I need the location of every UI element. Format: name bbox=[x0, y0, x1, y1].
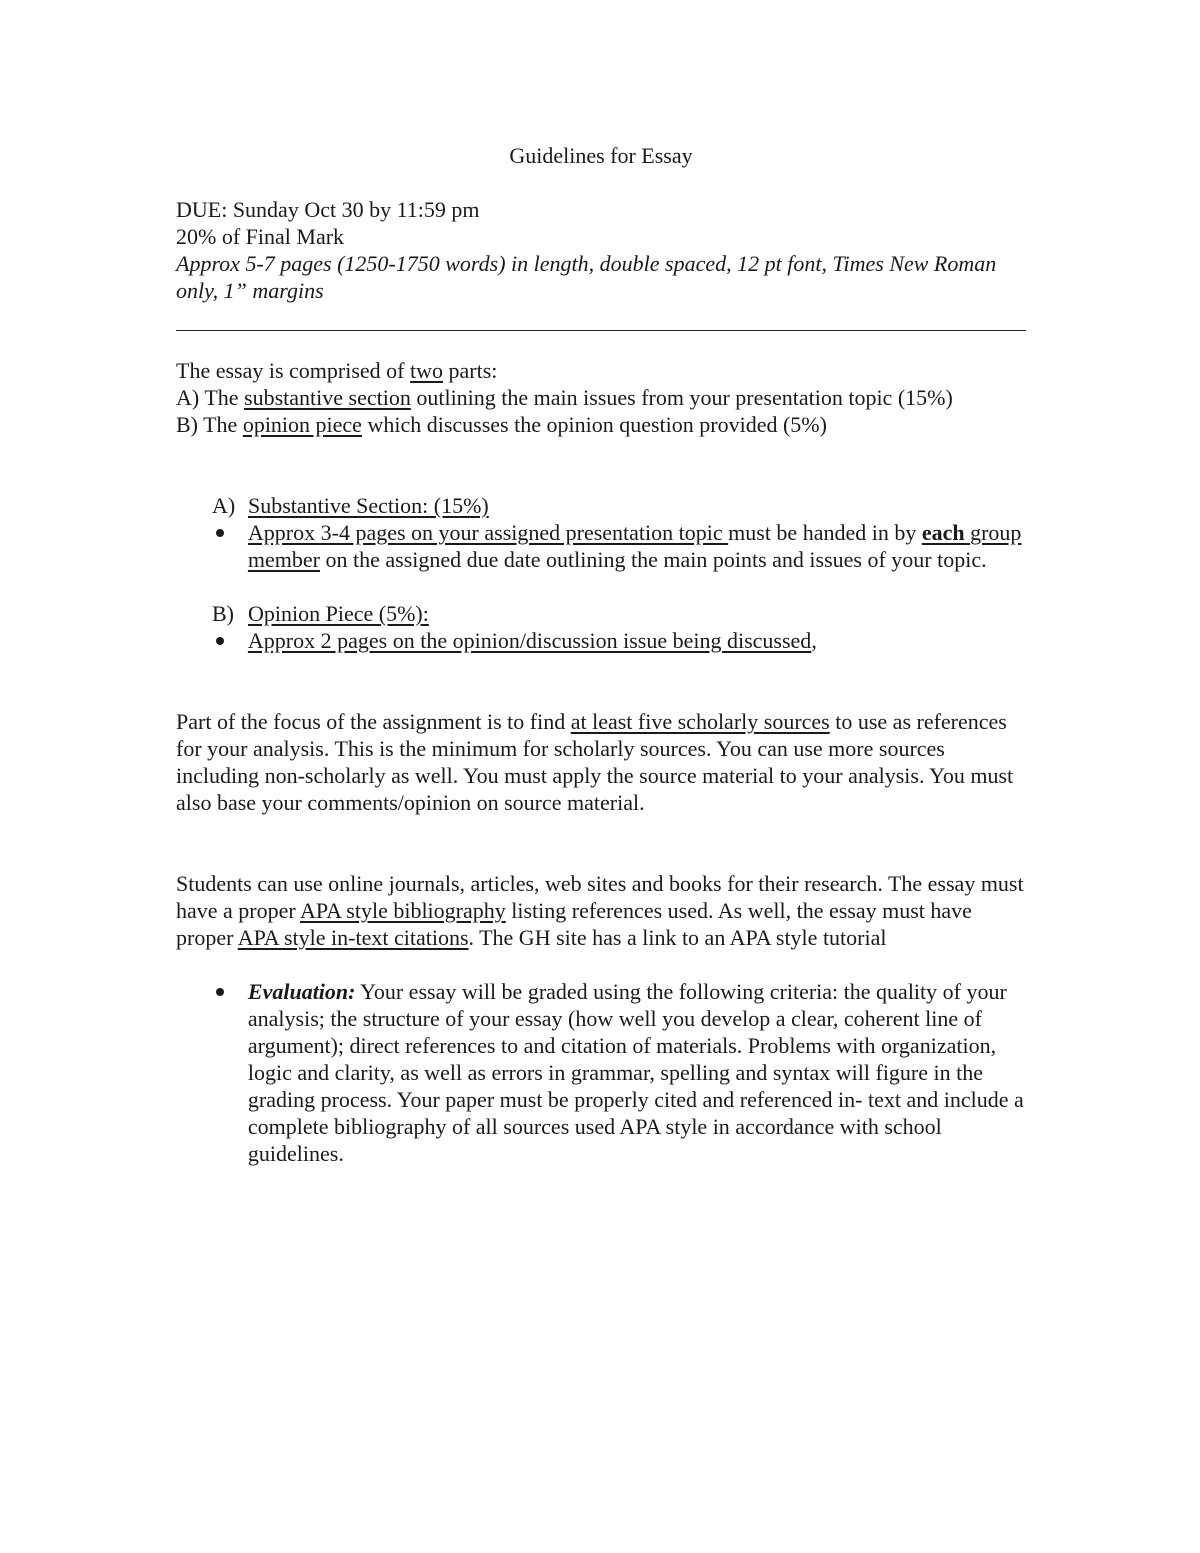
evaluation-text: Your essay will be graded using the following criteria: the quality of your analysis; the structure of your essay (how well you develop a clear, coherent line of argument); direct references to and citation of materials. Problems with organization, logic and clarity, as well as errors in grammar, spelling and syntax will figure in the grading process. Your paper must be properly cited and referenced in- text and include a complete bibliography of all sources used APA style in accordance with school guidelines. bbox=[247, 979, 1024, 1166]
section-b-bullet: Approx 2 pages on the opinion/discussion issue being discussed, bbox=[212, 627, 1026, 654]
format-requirements: Approx 5-7 pages (1250-1750 words) in length, double spaced, 12 pt font, Times New Roman only, 1” margins bbox=[176, 251, 997, 303]
bullet-icon bbox=[212, 978, 248, 1167]
evaluation-label: Evaluation: bbox=[247, 979, 356, 1004]
research-paragraph: Students can use online journals, articles, web sites and books for their research. The essay must have a proper APA style bibliography listing references used. As well, the essay must have proper APA style in-text citations. The GH site has a link to an APA style tutorial bbox=[176, 871, 1024, 950]
section-a bbox=[176, 492, 1026, 573]
intro-part-a: A) The substantive section outlining the main issues from your presentation topic (15%) bbox=[176, 385, 953, 410]
sources-paragraph: Part of the focus of the assignment is to find at least five scholarly sources to use as references for your analysis. This is the minimum for scholarly sources. You can use more sources including non-scholarly as well. You must apply the source material to your analysis. You must also base your comments/opinion on source material. bbox=[176, 709, 1014, 815]
section-b-heading: B) Opinion Piece (5%): bbox=[212, 601, 429, 626]
document-page bbox=[176, 142, 1026, 1167]
section-a-heading: A) Substantive Section: (15%) bbox=[212, 493, 489, 518]
intro-block bbox=[176, 357, 1026, 438]
document-title: Guidelines for Essay bbox=[509, 143, 693, 168]
section-b bbox=[176, 600, 1026, 654]
section-a-bullet: Approx 3-4 pages on your assigned presentation topic must be handed in by each group member on the assigned due date outlining the main points and issues of your topic. bbox=[212, 519, 1026, 573]
bullet-icon bbox=[212, 627, 248, 654]
evaluation-block bbox=[176, 978, 1026, 1167]
due-date: DUE: Sunday Oct 30 by 11:59 pm bbox=[176, 197, 480, 222]
evaluation-bullet bbox=[212, 978, 1026, 1167]
assignment-meta bbox=[176, 196, 1026, 304]
bullet-icon bbox=[212, 519, 248, 573]
mark-weight: 20% of Final Mark bbox=[176, 224, 345, 249]
intro-part-b: B) The opinion piece which discusses the opinion question provided (5%) bbox=[176, 412, 827, 437]
intro-line: The essay is comprised of two parts: bbox=[176, 358, 498, 383]
horizontal-rule bbox=[176, 330, 1026, 331]
